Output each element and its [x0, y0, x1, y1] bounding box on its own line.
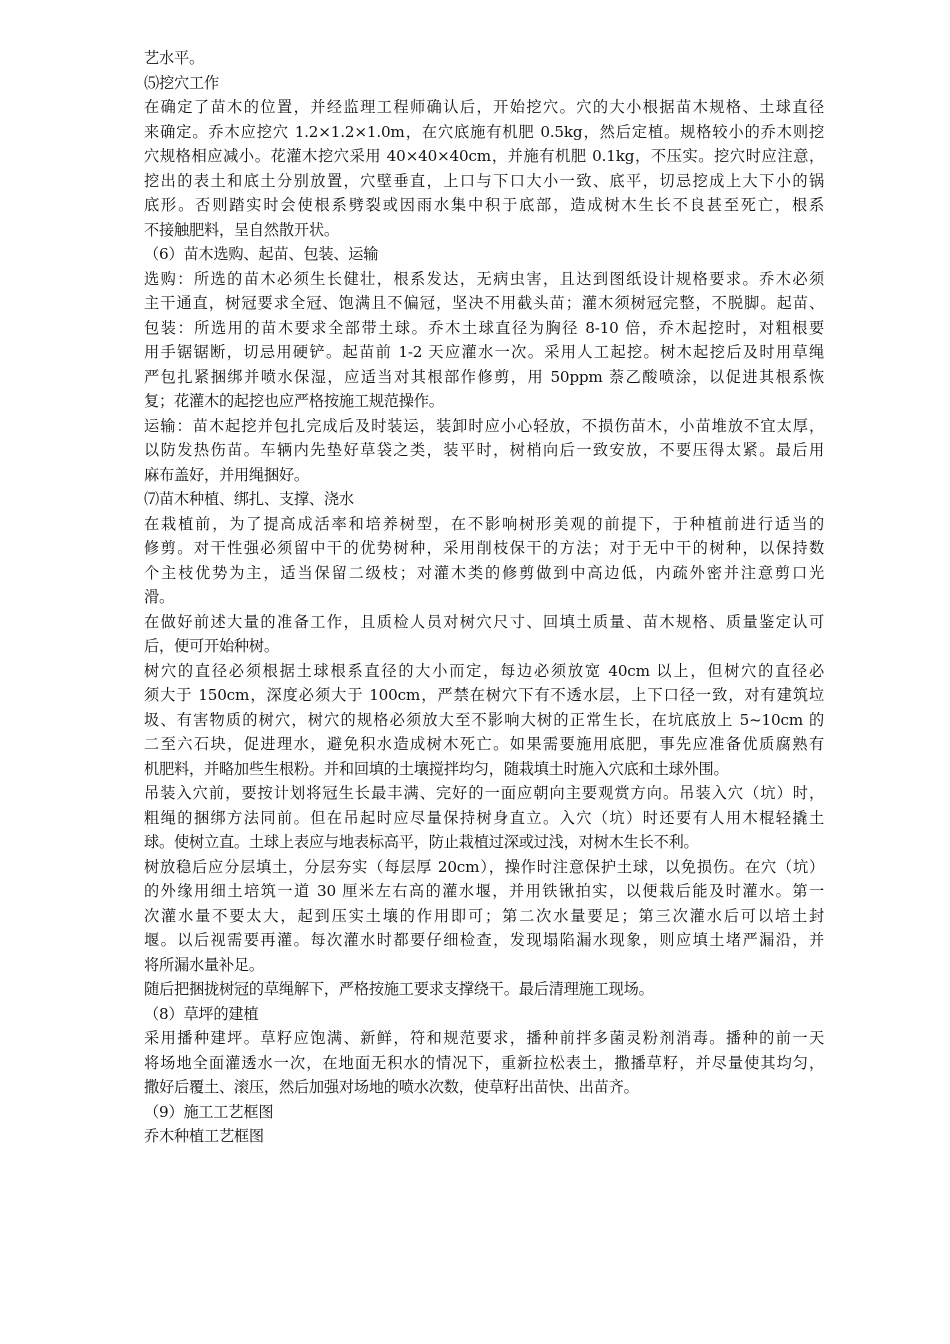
text-line: 选购：所选的苗木必须生长健壮，根系发达，无病虫害，且达到图纸设计规格要求。乔木必须	[144, 269, 824, 288]
text-line: 复；花灌木的起挖也应严格按施工规范操作。	[144, 392, 444, 410]
text-line: 包装：所选用的苗木要求全部带土球。乔木土球直径为胸径 8-10 倍，乔木起挖时，对粗根要	[144, 318, 824, 337]
text-line: 粗绳的捆绑方法同前。但在吊起时应尽量保持树身直立。入穴（坑）时还要有人用木棍轻撬土	[144, 808, 824, 827]
paragraph	[144, 659, 824, 782]
section-heading	[144, 1100, 824, 1125]
paragraph	[144, 1124, 824, 1149]
paragraph	[144, 512, 824, 610]
text-line: 麻布盖好，并用绳捆好。	[144, 465, 309, 484]
text-line: 不接触肥料，呈自然散开状。	[144, 220, 339, 239]
text-line: 严包扎紧捆绑并喷水保湿，应适当对其根部作修剪，用 50ppm 萘乙酸喷涂，以促进其根系恢	[144, 367, 824, 386]
text-line: 球。使树立直。土球上表应与地表标高平，防止栽植过深或过浅，对树木生长不利。	[144, 833, 699, 851]
text-line: 二至六石块，促进理水，避免积水造成树木死亡。如果需要施用底肥，事先应准备优质腐熟有	[144, 735, 824, 753]
text-line: 艺水平。	[144, 49, 204, 67]
text-line: 穴规格相应减小。花灌木挖穴采用 40×40×40cm，并施有机肥 0.1kg，不压实。挖穴时应注意，	[144, 147, 824, 165]
text-line: 用手锯锯断，切忌用硬铲。起苗前 1-2 天应灌水一次。采用人工起挖。树木起挖后及时用草绳	[144, 343, 824, 361]
paragraph	[144, 95, 824, 242]
text-line: 个主枝优势为主，适当保留二级枝；对灌木类的修剪做到中高边低，内疏外密并注意剪口光	[144, 563, 824, 582]
text-line: （9）施工工艺框图	[144, 1102, 274, 1121]
paragraph	[144, 267, 824, 414]
text-line: （8）草坪的建植	[144, 1004, 259, 1023]
text-line: 修剪。对干性强必须留中干的优势树种，采用削枝保干的方法；对于无中干的树种，以保持数	[144, 539, 824, 557]
text-line: 以防发热伤苗。车辆内先垫好草袋之类，装平时，树梢向后一致安放，不要压得太紧。最后用	[144, 441, 824, 459]
text-line: 后，便可开始种树。	[144, 637, 279, 655]
text-line: 底形。否则踏实时会使根系劈裂或因雨水集中积于底部，造成树木生长不良甚至死亡，根系	[144, 196, 824, 214]
text-line: 吊装入穴前，要按计划将冠生长最丰满、完好的一面应朝向主要观赏方向。吊装入穴（坑）时，	[144, 784, 824, 802]
paragraph	[144, 977, 824, 1002]
text-line: 随后把捆拢树冠的草绳解下，严格按施工要求支撑绕干。最后清理施工现场。	[144, 980, 654, 998]
paragraph	[144, 855, 824, 978]
text-line: 圾、有害物质的树穴，树穴的规格必须放大至不影响大树的正常生长，在坑底放上 5~10cm 的	[144, 710, 824, 729]
text-line: 在做好前述大量的准备工作，且质检人员对树穴尺寸、回填土质量、苗木规格、质量鉴定认可	[144, 612, 824, 631]
text-line: 将所漏水量补足。	[144, 955, 264, 974]
paragraph	[144, 46, 824, 71]
section-heading	[144, 487, 824, 512]
text-line: 树放稳后应分层填土，分层夯实（每层厚 20cm），操作时注意保护土球，以免损伤。在穴（坑）	[144, 857, 824, 876]
text-line: 运输：苗木起挖并包扎完成后及时装运，装卸时应小心轻放，不损伤苗木，小苗堆放不宜太厚，	[144, 416, 824, 435]
paragraph	[144, 414, 824, 488]
text-line: 来确定。乔木应挖穴 1.2×1.2×1.0m，在穴底施有机肥 0.5kg，然后定植。规格较小的乔木则挖	[144, 122, 824, 141]
text-line: 机肥料，并略加些生根粉。并和回填的土壤搅拌均匀，随栽填土时施入穴底和土球外围。	[144, 759, 729, 778]
text-line: 在栽植前，为了提高成活率和培养树型，在不影响树形美观的前提下，于种植前进行适当的	[144, 514, 824, 533]
text-line: 堰。以后视需要再灌。每次灌水时都要仔细检查，发现塌陷漏水现象，则应填土堵严漏沿，并	[144, 931, 824, 949]
text-line: 的外缘用细土培筑一道 30 厘米左右高的灌水堰，并用铁锹拍实，以便栽后能及时灌水。第一	[144, 882, 824, 900]
text-line: 树穴的直径必须根据土球根系直径的大小而定，每边必须放宽 40cm 以上，但树穴的直径必	[144, 661, 824, 680]
text-line: （6）苗木选购、起苗、包装、运输	[144, 245, 379, 263]
section-heading	[144, 242, 824, 267]
text-line: 次灌水量不要太大，起到压实土壤的作用即可；第二次水量要足；第三次灌水后可以培土封	[144, 906, 824, 925]
document-page	[144, 46, 824, 1149]
text-line: 滑。	[144, 588, 174, 606]
text-line: 在确定了苗木的位置，并经监理工程师确认后，开始挖穴。穴的大小根据苗木规格、土球直径	[144, 98, 824, 116]
text-line: 须大于 150cm，深度必须大于 100cm，严禁在树穴下有不透水层，上下口径一致，对有建筑垃	[144, 686, 824, 704]
paragraph	[144, 1026, 824, 1100]
text-line: 撒好后覆土、滚压，然后加强对场地的喷水次数，使草籽出苗快、出苗齐。	[144, 1078, 639, 1096]
text-line: 将场地全面灌透水一次，在地面无积水的情况下，重新拉松表土，撒播草籽，并尽量使其均匀，	[144, 1053, 824, 1072]
section-heading	[144, 71, 824, 96]
paragraph	[144, 610, 824, 659]
text-line: ⑸挖穴工作	[144, 73, 219, 92]
text-line: 主干通直，树冠要求全冠、饱满且不偏冠，坚决不用截头苗；灌木须树冠完整，不脱脚。起苗、	[144, 294, 824, 312]
text-line: 乔木种植工艺框图	[144, 1127, 264, 1145]
paragraph	[144, 781, 824, 855]
text-line: 挖出的表土和底土分别放置，穴壁垂直，上口与下口大小一致、底平，切忌挖成上大下小的锅	[144, 171, 824, 190]
text-line: ⑺苗木种植、绑扎、支撑、浇水	[144, 490, 354, 508]
section-heading	[144, 1002, 824, 1027]
text-line: 采用播种建坪。草籽应饱满、新鲜，符和规范要求，播种前拌多菌灵粉剂消毒。播种的前一天	[144, 1029, 824, 1047]
